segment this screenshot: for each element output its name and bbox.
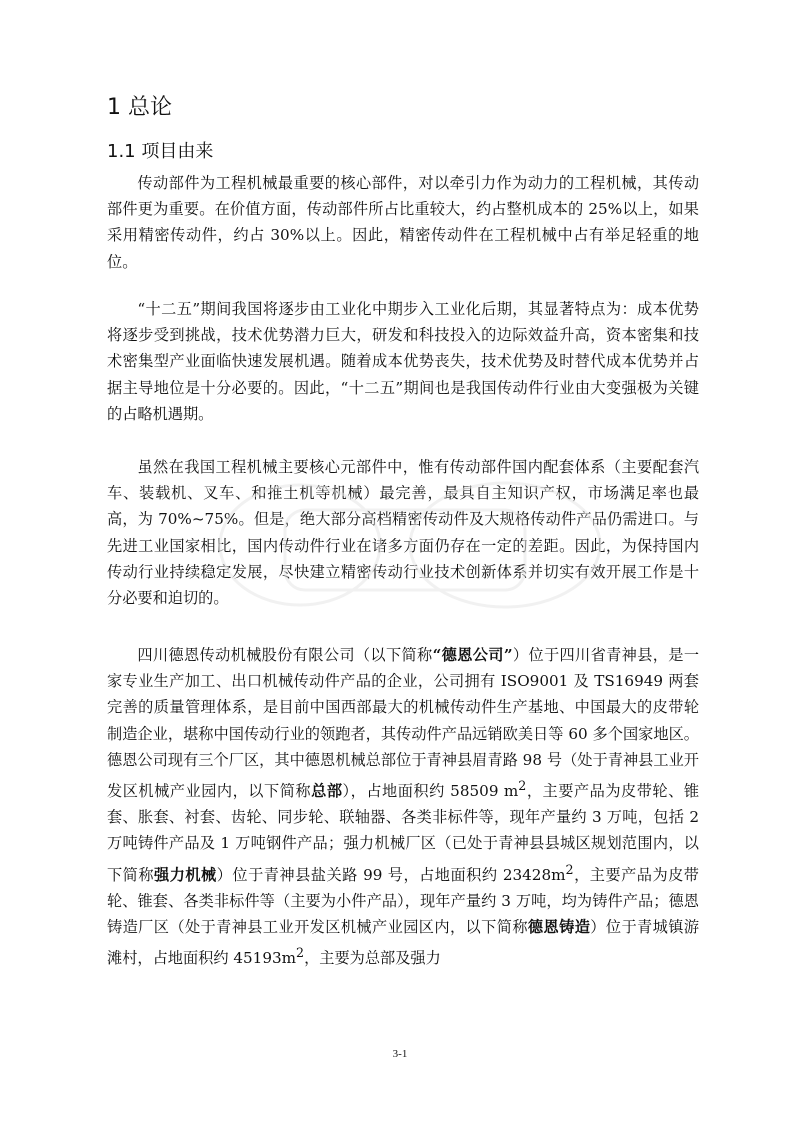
section-heading: 1.1 项目由来 xyxy=(107,141,214,162)
paragraph-3: 虽然在我国工程机械主要核心元部件中，惟有传动部件国内配套体系（主要配套汽车、装载机、叉车、和推土机等机械）最完善，最具自主知识产权，市场满足率也最高，为 70%~75%。但是，绝大部分高档精密传动件及大规格传动件产品仍需进口。与先进工业国家相比，国内传动件行业在诸多方面仍存在一定的差距。因此，为保持国内传动行业持续稳定发展，尽快建立精密传动行业技术创新体系并切实有效开展工作是十分必要和迫切的。 xyxy=(107,458,699,608)
p4-bold-hq: 总部 xyxy=(311,782,343,801)
p4-text-7: ）位于青城镇游滩村，占地面积约 45193m xyxy=(107,918,700,968)
p4-sup-1: 2 xyxy=(518,778,527,794)
p4-text-1: 四川德恩传动机械股份有限公司（以下简称 xyxy=(137,646,433,664)
p4-bold-company: “德恩公司” xyxy=(432,646,513,664)
chapter-heading: 1 总论 xyxy=(107,95,172,120)
page-number: 3-1 xyxy=(392,1048,408,1060)
paragraph-4 xyxy=(107,642,699,972)
p4-text-5: ）位于青神县盐关路 99 号，占地面积约 23428m xyxy=(216,865,566,884)
p4-text-8: ，主要为总部及强力 xyxy=(304,949,441,968)
paragraph-1: 传动部件为工程机械最重要的核心部件，对以牵引力作为动力的工程机械，其传动部件更为重要。在价值方面，传动部件所占比重较大，约占整机成本的 25%以上，如果采用精密传动件，约占 30%以上。因此，精密传动件在工程机械中占有举足轻重的地位。 xyxy=(107,174,699,271)
p4-text-2: ）位于四川省青神县，是一家专业生产加工、出口机械传动件产品的企业，公司拥有 ISO9001 及 TS16949 两套完善的质量管理体系，是目前中国西部最大的机械传动件生产基地、中国最大的皮带轮制造企业，堪称中国传动行业的领跑者，其传动件产品远销欧美日等 60 多个国家地区。德恩公司现有三个厂区，其中德恩机械总部位于青神县眉青路 98 号（处于青神县工业开发区机械产业园内，以下简称 xyxy=(107,646,700,801)
p4-sup-2: 2 xyxy=(565,861,574,877)
p4-text-4: ，主要产品为皮带轮、锥套、胀套、衬套、齿轮、同步轮、联轴器、各类非标件等，现年产量约 3 万吨，包括 2 万吨铸件产品及 1 万吨钢件产品；强力机械厂区（已处于青神县县城区规划范围内，以下简称 xyxy=(107,782,700,884)
paragraph-2: “十二五”期间我国将逐步由工业化中期步入工业化后期，其显著特点为：成本优势将逐步受到挑战，技术优势潜力巨大，研发和科技投入的边际效益升高，资本密集和技术密集型产业面临快速发展机遇。随着成本优势丧失，技术优势及时替代成本优势并占据主导地位是十分必要的。因此，“十二五”期间也是我国传动件行业由大变强极为关键的占略机遇期。 xyxy=(107,300,699,423)
p4-bold-foundry: 德恩铸造 xyxy=(527,918,591,937)
p4-text-6: ，主要产品为皮带轮、锥套、各类非标件等（主要为小件产品），现年产量约 3 万吨，均为铸件产品；德恩铸造厂区（处于青神县工业开发区机械产业园区内，以下简称 xyxy=(107,865,699,937)
p4-text-3: ），占地面积约 58509 m xyxy=(342,782,519,801)
p4-sup-3: 2 xyxy=(296,945,305,961)
p4-bold-qiangli: 强力机械 xyxy=(154,865,217,884)
